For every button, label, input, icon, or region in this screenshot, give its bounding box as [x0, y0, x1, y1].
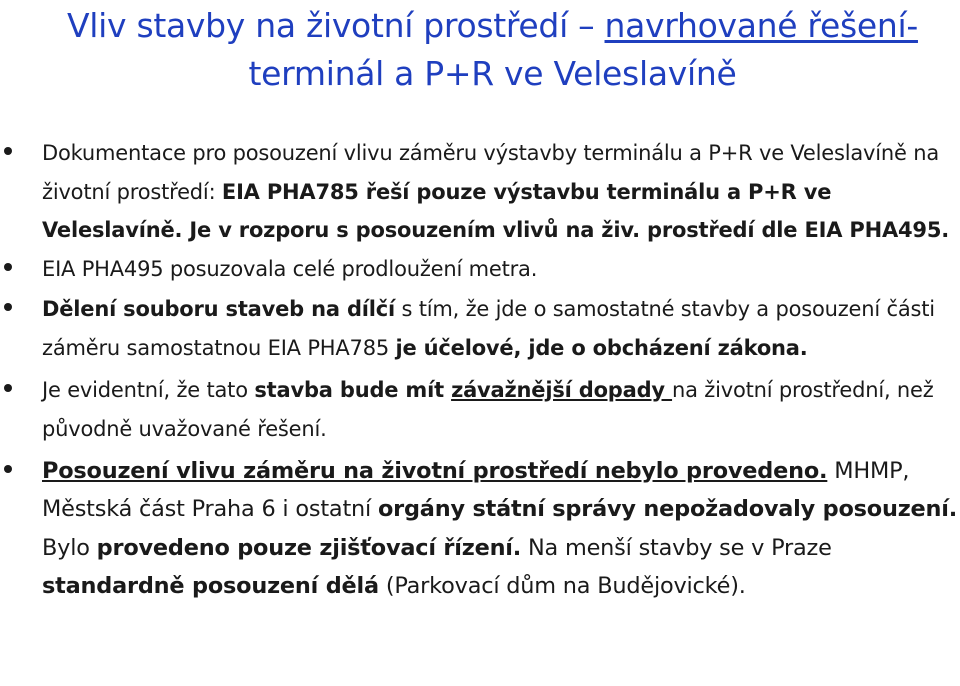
bullet-text-segment: Je evidentní, že tato	[42, 377, 255, 402]
bullet-text-segment: stavba bude mít	[254, 377, 452, 402]
bullet-text-segment: na životní prostřední, než původně uvažované řešení.	[42, 377, 934, 441]
bullet-content	[42, 257, 537, 281]
bullet-item	[0, 250, 960, 288]
bullet-text-segment: EIA PHA785 řeší pouze výstavbu terminálu a P+R ve Veleslavíně. Je v rozporu s posouzením vlivů na živ. prostředí dle EIA PHA495.	[42, 179, 950, 242]
bullet-text-segment: závažnější dopady	[451, 377, 673, 402]
bullet-dot-icon	[4, 303, 12, 311]
bullet-text-segment: (Parkovací dům na Budějovické).	[378, 573, 746, 599]
bullet-dot-icon	[4, 465, 12, 473]
bullet-list	[0, 134, 960, 606]
title-second-line: terminál a P+R ve Veleslavíně	[248, 54, 737, 93]
bullet-text-segment: Bylo	[42, 534, 97, 561]
title-text: Vliv stavby na životní prostředí –	[67, 6, 605, 45]
bullet-text-segment: MHMP, Městská část Praha 6 i ostatní	[42, 457, 910, 522]
bullet-dot-icon	[4, 263, 12, 271]
bullet-item	[0, 290, 960, 368]
bullet-text-segment: s tím, že jde o samostatné stavby a posouzení části záměru samostatnou EIA PHA785	[42, 296, 935, 360]
bullet-item	[0, 134, 960, 250]
bullet-dot-icon	[4, 384, 12, 392]
bullet-item	[0, 371, 960, 449]
title-underlined-text: navrhované řešení-	[604, 6, 918, 45]
bullet-text-segment: EIA PHA495 posuzovala celé prodloužení metra.	[42, 256, 538, 281]
bullet-text-segment: Posouzení vlivu záměru na životní prostředí nebylo provedeno.	[42, 457, 828, 484]
slide-title	[30, 2, 955, 98]
bullet-content	[42, 297, 935, 360]
bullet-text-segment: orgány státní správy nepožadovaly posouzení.	[377, 496, 958, 522]
bullet-dot-icon	[4, 147, 12, 155]
bullet-text-segment: Dokumentace pro posouzení vlivu záměru výstavby terminálu a P+R ve Veleslavíně na životní prostředí:	[42, 141, 939, 204]
bullet-text-segment: Na menší stavby se v Praze	[521, 534, 832, 561]
bullet-content	[42, 378, 934, 441]
bullet-text-segment: je účelové, jde o obcházení zákona.	[395, 335, 808, 360]
bullet-text-segment: Dělení souboru staveb na dílčí	[42, 296, 396, 321]
bullet-item	[0, 452, 960, 606]
bullet-content	[42, 458, 957, 600]
bullet-text-segment: standardně posouzení dělá	[42, 573, 379, 599]
bullet-content	[42, 141, 949, 242]
bullet-text-segment: provedeno pouze zjišťovací řízení.	[96, 534, 522, 561]
